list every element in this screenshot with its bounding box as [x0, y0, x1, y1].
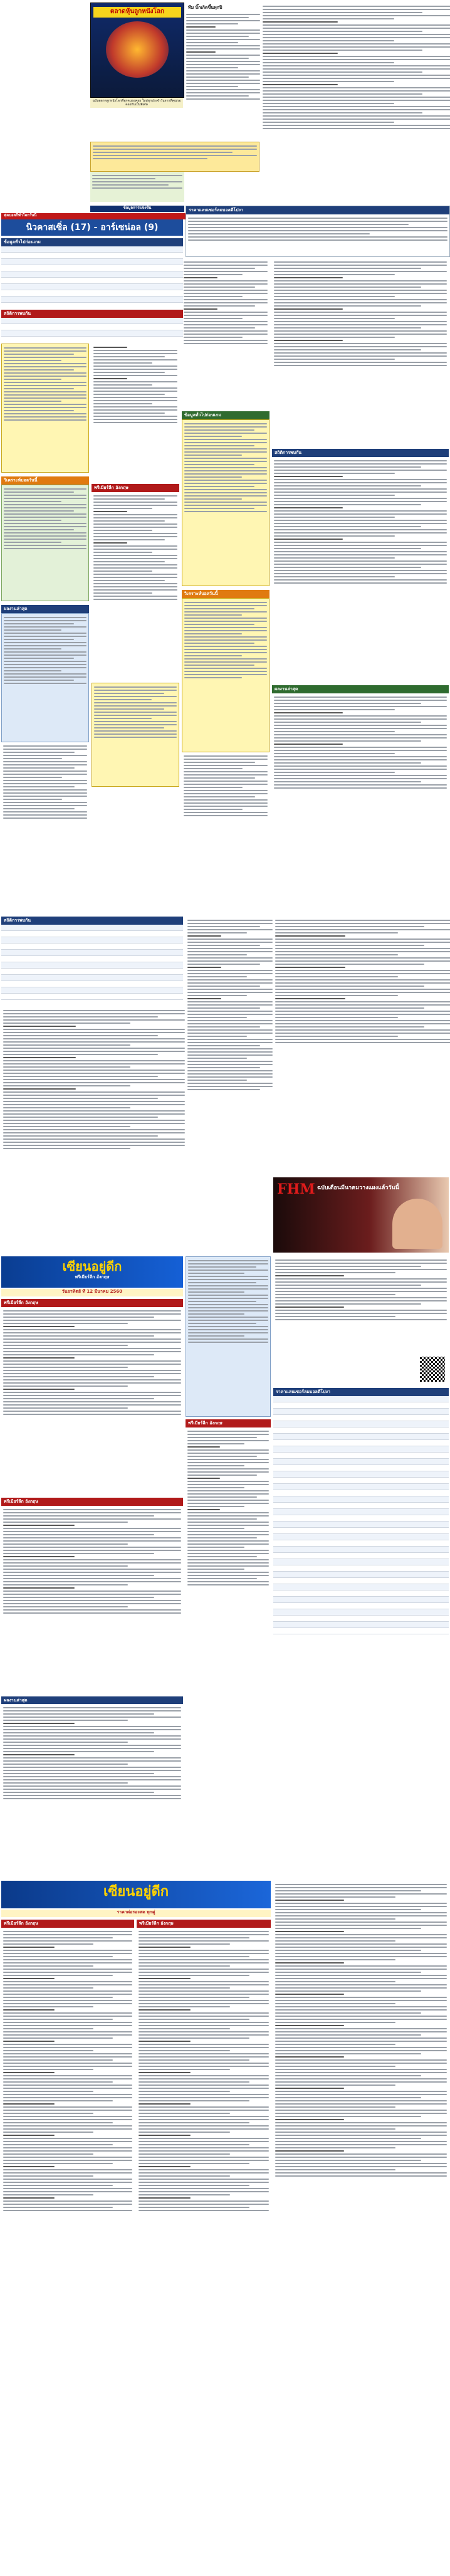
middle-stats-header: สถิติการพบกัน [1, 917, 183, 925]
lower-left-date: วันอาทิตย์ ที่ 12 มีนาคม 2560 [1, 1289, 183, 1296]
column-2-premier-header: พรีเมียร์ลีก อังกฤษ [92, 484, 179, 492]
middle-left-text [1, 1007, 187, 1260]
column-1-analysis-header: วิเคราะห์บอลวันนี้ [1, 476, 89, 485]
column-1-green-box [1, 485, 89, 601]
lower-left-premier-header: พรีเมียร์ลีก อังกฤษ [1, 1299, 183, 1307]
fhm-text: ฉบับเดือนมีนาคมวางแผงแล้ววันนี้ [317, 1185, 399, 1191]
column-3-info-header: ข้อมูลทั่วไปก่อนเกม [182, 411, 269, 419]
cover-image [90, 3, 184, 98]
odds-block-right [186, 206, 450, 257]
bottom-banner-subtitle: ราคาต่อรองสด ทุกคู่ [1, 1910, 271, 1917]
lineup-rows [1, 246, 183, 307]
fhm-banner [273, 1177, 449, 1253]
bottom-left-premier-header: พรีเมียร์ลีก อังกฤษ [1, 1920, 134, 1928]
history-header: สถิติการพบกัน [1, 310, 183, 318]
fhm-cover-photo [392, 1199, 442, 1249]
qr-code-icon [420, 1357, 445, 1382]
lower-center-column [186, 1256, 271, 1877]
odds-header-lower: ราคาแลนเซอร์ลมบอลตีโปงา [273, 1388, 449, 1396]
column-3-yellow-box-2 [182, 598, 269, 752]
column-3-yellow-box [182, 419, 269, 586]
body-column-3 [182, 258, 269, 914]
body-column-2 [92, 344, 179, 914]
column-1-latest-header: ผลงานล่าสุด [1, 605, 89, 613]
fhm-logo: FHM [277, 1181, 315, 1197]
column-4-latest-header: ผลงานล่าสุด [272, 685, 449, 693]
lineup-table [1, 238, 183, 307]
right-top-column [261, 3, 450, 207]
middle-left-table [1, 917, 183, 1004]
lower-center-premier-header: พรีเมียร์ลีก อังกฤษ [186, 1419, 271, 1427]
bottom-center-premier-header: พรีเมียร์ลีก อังกฤษ [137, 1920, 271, 1928]
lower-right-column [273, 1256, 449, 1877]
match-teams-title: นิวคาสเซิ่ล (17) - อาร์เซน่อล (9) [1, 219, 183, 236]
lower-left-banner-note: พรีเมียร์ลีก อังกฤษ [75, 1275, 110, 1280]
bottom-banner [1, 1881, 271, 1908]
cover-caption: ฉบับตลาดลูกหนังโลกที่ทุกคนรอคอย ใหม่ทุกประจำวันจากที่คุณรอคอยกันเป็นพิเศษ [90, 98, 183, 108]
column-4-stats-header: สถิติการพบกัน [272, 449, 449, 457]
column-1-yellow-box [1, 344, 89, 473]
history-table [1, 310, 183, 341]
lower-left-latest-header: ผลงานล่าสุด [1, 1696, 183, 1705]
middle-center-text [186, 917, 275, 1258]
body-column-1 [1, 344, 89, 914]
bottom-center-column [137, 1920, 271, 2574]
lower-center-blue-box [186, 1256, 271, 1417]
paper-name-bar: ฟุตบอลกีฬาโลกวันนี้ [1, 213, 186, 219]
column-1-blue-box [1, 613, 89, 742]
top-feature-lead: ทีม บิ๊กเกิดขึ้นทุกปี [188, 5, 222, 10]
lower-left-banner-title: เซียนอยู่ดีก [62, 1259, 122, 1274]
lower-left-banner [1, 1256, 183, 1288]
lower-left-column [1, 1299, 183, 1876]
lineup-header: ข้อมูลทั่วไปก่อนเกม [1, 238, 183, 246]
bottom-banner-title: เซียนอยู่ดีก [103, 1884, 169, 1900]
cover-illustration [106, 21, 169, 78]
bottom-right-column [273, 1881, 449, 2574]
odds-table-lower [273, 1396, 449, 1634]
top-yellow-box [90, 142, 259, 172]
middle-right-text [273, 917, 450, 1177]
body-column-4 [272, 258, 449, 914]
section-label: ข้อมูลการแข่งขัน [90, 206, 184, 212]
top-green-list [90, 172, 184, 202]
column-3-analysis-header: วิเคราะห์บอลวันนี้ [182, 590, 269, 598]
top-feature-text [184, 3, 262, 143]
column-2-yellow-box [92, 683, 179, 787]
bottom-left-column [1, 1920, 134, 2574]
lower-left-premier-header-2: พรีเมียร์ลีก อังกฤษ [1, 1498, 183, 1506]
odds-header-right: ราคาแลนเซอร์ลมบอลตีโปงา [186, 206, 449, 214]
cover-title: ตลาดหุ้นลูกหนังโลก [93, 7, 181, 18]
